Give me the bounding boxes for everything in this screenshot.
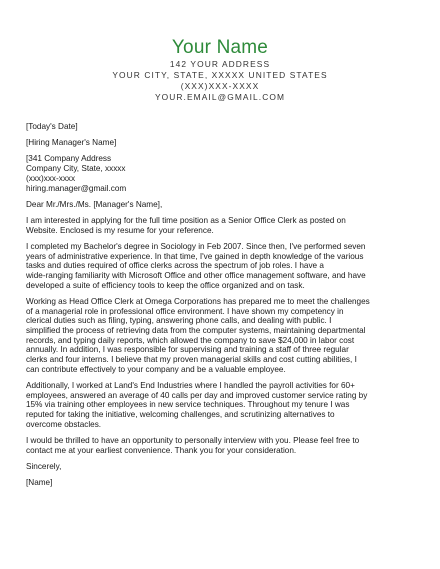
applicant-phone: (XXX)XXX-XXXX	[180, 81, 260, 91]
recipient-phone: (xxx)xxx-xxxx	[26, 173, 76, 183]
paragraph-line: can contribute effectively to your company and be a valuable employee.	[26, 364, 286, 374]
paragraph-line: Additionally, I worked at Land's End Industries where I handled the payroll activities for 60+	[26, 380, 355, 390]
paragraph-2	[26, 242, 418, 291]
applicant-name: Your Name	[171, 37, 269, 58]
paragraph-line: Working as Head Office Clerk at Omega Corporations has prepared me to meet the challenges	[26, 296, 370, 306]
paragraph-3	[26, 297, 418, 375]
paragraph-line: simplified the process of retrieving data from the computer systems, maintaining departmental	[26, 325, 366, 335]
paragraph-line: clerks and four interns. I believe that my proven managerial skills and cost cutting abilities, I	[26, 355, 357, 365]
letter-header	[0, 0, 440, 103]
paragraph-line: I am interested in applying for the full time position as a Senior Office Clerk as posted on	[26, 215, 346, 225]
paragraph-line: annually. In addition, I was responsible for supervising and training a staff of three regular	[26, 345, 349, 355]
paragraph-line: Website. Enclosed is my resume for your reference.	[26, 225, 214, 235]
letter-body	[26, 122, 418, 494]
recipient-name: [Hiring Manager's Name]	[26, 138, 117, 148]
paragraph-line: tasks and duties required of office clerks across the spectrum of job roles. I have a	[26, 261, 324, 271]
signature: [Name]	[26, 478, 53, 488]
paragraph-line: years of administrative experience. In that time, I've gained in depth knowledge of the various	[26, 251, 364, 261]
paragraph-line: 15% via training other employees in new service techniques. Throughout my tenure I was	[26, 400, 350, 410]
applicant-address: 142 YOUR ADDRESS	[169, 59, 271, 69]
paragraph-line: records, and typing daily reports, which allowed the company to save $24,000 in labor cost	[26, 335, 355, 345]
closing: Sincerely,	[26, 461, 62, 471]
salutation: Dear Mr./Mrs./Ms. [Manager's Name],	[26, 199, 163, 209]
paragraph-line: wide-ranging familiarity with Microsoft Office and other office management software, and have	[26, 270, 366, 280]
applicant-email: YOUR.EMAIL@GMAIL.COM	[154, 92, 286, 102]
paragraph-line: I completed my Bachelor's degree in Sociology in Feb 2007. Since then, I've performed seven	[26, 241, 366, 251]
paragraph-line: employees, answered an average of 40 calls per day and improved customer service rating by	[26, 390, 368, 400]
paragraph-1	[26, 216, 418, 235]
paragraph-line: of a managerial role in professional office environment. I have shown my competency in	[26, 306, 344, 316]
paragraph-line: I would be thrilled to have an opportunity to personally interview with you. Please feel free to	[26, 435, 360, 445]
paragraph-line: overcome obstacles.	[26, 419, 102, 429]
paragraph-4	[26, 381, 418, 430]
paragraph-line: clerical duties such as filing, typing, answering phone calls, and dealing with public. I	[26, 316, 332, 326]
recipient-address: [341 Company Address	[26, 154, 112, 164]
paragraph-line: reputed for taking the initiative, welcoming challenges, and scrutinizing alternatives to	[26, 410, 335, 420]
letter-date: [Today's Date]	[26, 122, 78, 131]
paragraph-line: developed a suite of efficiency tools to keep the office organized and on task.	[26, 280, 305, 290]
recipient-city: Company City, State, xxxxx	[26, 164, 126, 174]
paragraph-line: contact me at your earliest convenience. Thank you for your consideration.	[26, 445, 297, 455]
applicant-city: YOUR CITY, STATE, XXXXX UNITED STATES	[112, 70, 328, 80]
paragraph-5	[26, 436, 418, 455]
recipient-block	[26, 154, 418, 193]
recipient-email: hiring.manager@gmail.com	[26, 183, 127, 193]
